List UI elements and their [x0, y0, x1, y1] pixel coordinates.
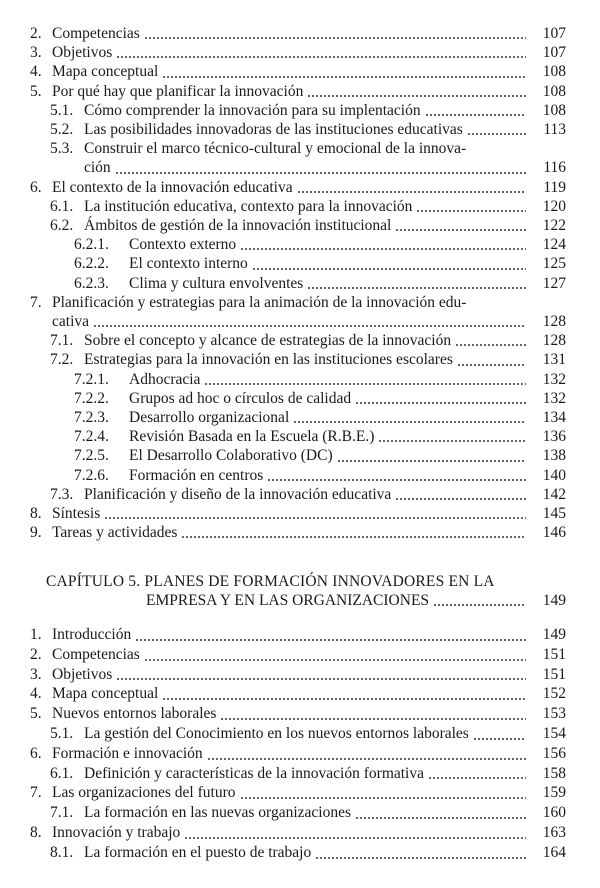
- entry-page: 107: [542, 44, 566, 62]
- toc-entry: [30, 466, 566, 485]
- entry-page: 124: [542, 236, 566, 254]
- entry-page: 132: [542, 370, 566, 388]
- entry-page: 127: [542, 274, 566, 292]
- entry-number: 7.2.5.: [74, 447, 109, 465]
- dot-leader: [428, 777, 526, 779]
- dot-leader: [293, 421, 526, 423]
- dot-leader: [252, 268, 526, 270]
- entry-number: 7.2.1.: [74, 370, 109, 388]
- dot-leader: [455, 344, 526, 346]
- toc-list-bottom: [30, 625, 566, 863]
- entry-page: 145: [542, 504, 566, 522]
- dot-leader: [467, 133, 526, 135]
- dot-leader: [425, 114, 526, 116]
- dot-leader: [395, 498, 526, 500]
- entry-title: Construir el marco técnico-cultural y emocional de la innova-: [84, 140, 467, 158]
- entry-title: Por qué hay que planificar la innovación: [52, 82, 304, 100]
- entry-page: 113: [543, 120, 566, 138]
- entry-page: 154: [542, 724, 566, 742]
- chapter-page: 149: [542, 592, 566, 609]
- entry-page: 146: [542, 524, 566, 542]
- toc-entry: [30, 843, 566, 863]
- entry-page: 151: [542, 645, 566, 663]
- dot-leader: [355, 402, 526, 404]
- entry-title: Síntesis: [52, 504, 101, 522]
- dot-leader: [307, 287, 526, 289]
- entry-title: La formación en el puesto de trabajo: [84, 843, 312, 861]
- entry-title: Estrategias para la innovación en las instituciones escolares: [84, 351, 453, 369]
- toc-entry: [30, 764, 566, 784]
- dot-leader: [416, 210, 526, 212]
- dot-leader: [337, 460, 526, 462]
- toc-entry: [30, 446, 566, 465]
- entry-page: 151: [542, 665, 566, 683]
- toc-entry: [30, 293, 566, 332]
- toc-entry: [30, 523, 566, 542]
- entry-page: 128: [542, 332, 566, 350]
- entry-number: 4.: [30, 685, 42, 703]
- entry-page: 159: [542, 784, 566, 802]
- entry-number: 5.2.: [50, 120, 74, 138]
- entry-number: 7.2.6.: [74, 466, 109, 484]
- entry-page: 132: [542, 389, 566, 407]
- dot-leader: [267, 479, 526, 481]
- toc-entry: [30, 24, 566, 43]
- toc-entry: [30, 665, 566, 685]
- dot-leader: [433, 604, 526, 606]
- entry-title: Formación en centros: [129, 466, 264, 484]
- toc-entry: [30, 101, 566, 120]
- dot-leader: [115, 172, 526, 174]
- toc-entry: [30, 254, 566, 273]
- entry-page: 120: [542, 197, 566, 215]
- entry-number: 6.2.2.: [74, 255, 109, 273]
- dot-leader: [315, 857, 526, 859]
- toc-entry: [30, 485, 566, 504]
- dot-leader: [135, 639, 526, 641]
- entry-number: 7.3.: [50, 485, 74, 503]
- toc-entry: [30, 178, 566, 197]
- entry-page: 156: [542, 744, 566, 762]
- entry-number: 5.1.: [50, 101, 74, 119]
- entry-number: 8.1.: [50, 843, 74, 861]
- entry-page: 107: [542, 24, 566, 42]
- entry-page: 119: [543, 178, 566, 196]
- entry-number: 7.2.2.: [74, 389, 109, 407]
- entry-page: 128: [542, 313, 566, 331]
- dot-leader: [378, 440, 526, 442]
- toc-entry: [30, 82, 566, 101]
- entry-page: 153: [542, 705, 566, 723]
- entry-title-continued: cativa: [52, 313, 90, 331]
- entry-page: 158: [542, 764, 566, 782]
- toc-entry: [30, 408, 566, 427]
- dot-leader: [297, 191, 526, 193]
- entry-number: 3.: [30, 44, 42, 62]
- entry-number: 5.1.: [50, 724, 74, 742]
- entry-number: 6.1.: [50, 764, 74, 782]
- dot-leader: [240, 248, 526, 250]
- entry-title: Competencias: [52, 24, 140, 42]
- entry-title: Nuevos entornos laborales: [52, 705, 217, 723]
- entry-page: 152: [542, 685, 566, 703]
- entry-title: Tareas y actividades: [52, 524, 178, 542]
- toc-entry: [30, 62, 566, 81]
- chapter-title-line1: CAPÍTULO 5. PLANES DE FORMACIÓN INNOVADORES EN LA: [46, 573, 495, 590]
- toc-entry: [30, 331, 566, 350]
- toc-entry: [30, 43, 566, 62]
- entry-title: Adhocracia: [129, 370, 201, 388]
- entry-page: 164: [542, 843, 566, 861]
- entry-number: 7.2.4.: [74, 428, 109, 446]
- toc-entry: [30, 389, 566, 408]
- entry-page: 149: [542, 626, 566, 643]
- toc-list-top: [30, 24, 566, 542]
- entry-number: 3.: [30, 665, 42, 683]
- entry-number: 8.: [30, 504, 42, 522]
- entry-title: Competencias: [52, 645, 140, 663]
- entry-number: 5.3.: [50, 140, 74, 158]
- entry-page: 108: [542, 82, 566, 100]
- dot-leader: [116, 56, 526, 58]
- entry-title: El contexto interno: [129, 255, 248, 273]
- entry-page: 160: [542, 804, 566, 822]
- entry-title: Ámbitos de gestión de la innovación institucional: [84, 216, 392, 234]
- entry-number: 7.2.: [50, 351, 74, 369]
- toc-entry: [30, 625, 566, 645]
- entry-number: 7.: [30, 293, 42, 311]
- entry-number: 6.2.3.: [74, 274, 109, 292]
- entry-title: Definición y características de la innovación formativa: [84, 764, 424, 782]
- entry-title: Introducción: [52, 626, 132, 643]
- dot-leader: [104, 517, 526, 519]
- toc-entry: [30, 235, 566, 254]
- dot-leader: [207, 758, 526, 760]
- dot-leader: [162, 698, 526, 700]
- entry-title: Objetivos: [52, 665, 113, 683]
- entry-title: Planificación y estrategias para la animación de la innovación edu-: [52, 293, 467, 311]
- entry-number: 5.: [30, 82, 42, 100]
- entry-title-continued: ción: [84, 159, 111, 177]
- dot-leader: [457, 364, 526, 366]
- entry-title: La formación en las nuevas organizaciones: [84, 804, 351, 822]
- entry-number: 6.2.1.: [74, 236, 109, 254]
- entry-page: 108: [542, 101, 566, 119]
- entry-page: 108: [542, 63, 566, 81]
- dot-leader: [395, 229, 526, 231]
- dot-leader: [220, 718, 526, 720]
- chapter-title-line2: EMPRESA Y EN LAS ORGANIZACIONES: [146, 592, 430, 609]
- entry-number: 7.2.3.: [74, 408, 109, 426]
- toc-entry: [30, 274, 566, 293]
- toc-entry: [30, 120, 566, 139]
- entry-number: 6.2.: [50, 216, 74, 234]
- toc-entry: [30, 645, 566, 665]
- entry-title: Las organizaciones del futuro: [52, 784, 236, 802]
- entry-title: La institución educativa, contexto para la innovación: [84, 197, 413, 215]
- entry-title: El Desarrollo Colaborativo (DC): [129, 447, 333, 465]
- toc-entry: [30, 823, 566, 843]
- dot-leader: [240, 797, 527, 799]
- entry-page: 131: [542, 351, 566, 369]
- dot-leader: [355, 817, 526, 819]
- entry-number: 5.: [30, 705, 42, 723]
- entry-number: 2.: [30, 24, 42, 42]
- chapter-heading: [46, 572, 566, 610]
- entry-title: Planificación y diseño de la innovación educativa: [84, 485, 392, 503]
- entry-page: 142: [542, 485, 566, 503]
- entry-page: 138: [542, 447, 566, 465]
- entry-page: 122: [542, 216, 566, 234]
- entry-page: 134: [542, 408, 566, 426]
- dot-leader: [116, 678, 526, 680]
- entry-title: Contexto externo: [129, 236, 237, 254]
- toc-entry: [30, 803, 566, 823]
- entry-number: 7.: [30, 784, 42, 802]
- toc-entry: [30, 504, 566, 523]
- dot-leader: [204, 383, 526, 385]
- dot-leader: [307, 95, 526, 97]
- entry-title: La gestión del Conocimiento en los nuevos entornos laborales: [84, 724, 469, 742]
- entry-title: Sobre el concepto y alcance de estrategias de la innovación: [84, 332, 452, 350]
- toc-entry: [30, 216, 566, 235]
- entry-page: 136: [542, 428, 566, 446]
- entry-title: Mapa conceptual: [52, 63, 159, 81]
- entry-title: Las posibilidades innovadoras de las instituciones educativas: [84, 120, 463, 138]
- dot-leader: [181, 536, 526, 538]
- toc-entry: [30, 744, 566, 764]
- entry-title: Desarrollo organizacional: [129, 408, 290, 426]
- entry-title: Revisión Basada en la Escuela (R.B.E.): [129, 428, 375, 446]
- entry-page: 140: [542, 466, 566, 484]
- toc-entry: [30, 197, 566, 216]
- entry-number: 4.: [30, 63, 42, 81]
- toc-entry: [30, 783, 566, 803]
- dot-leader: [473, 738, 526, 740]
- dot-leader: [144, 37, 526, 39]
- entry-number: 8.: [30, 823, 42, 841]
- toc-entry: [30, 704, 566, 724]
- entry-number: 6.1.: [50, 197, 74, 215]
- entry-title: Clima y cultura envolventes: [129, 274, 304, 292]
- entry-number: 2.: [30, 645, 42, 663]
- dot-leader: [184, 837, 526, 839]
- entry-title: Grupos ad hoc o círculos de calidad: [129, 389, 352, 407]
- entry-title: Mapa conceptual: [52, 685, 159, 703]
- entry-page: 125: [542, 255, 566, 273]
- entry-number: 7.1.: [50, 804, 74, 822]
- entry-number: 9.: [30, 524, 42, 542]
- entry-page: 116: [543, 159, 566, 177]
- toc-entry: [30, 724, 566, 744]
- entry-title: Cómo comprender la innovación para su implentación: [84, 101, 421, 119]
- toc-entry: [30, 427, 566, 446]
- entry-number: 6.: [30, 744, 42, 762]
- toc-entry: [30, 350, 566, 369]
- entry-title: Innovación y trabajo: [52, 823, 181, 841]
- dot-leader: [93, 325, 526, 327]
- entry-title: Objetivos: [52, 44, 113, 62]
- toc-entry: [30, 370, 566, 389]
- toc-entry: [30, 684, 566, 704]
- entry-page: 163: [542, 823, 566, 841]
- entry-number: 7.1.: [50, 332, 74, 350]
- toc-entry: [30, 139, 566, 178]
- entry-number: 6.: [30, 178, 42, 196]
- dot-leader: [162, 76, 526, 78]
- entry-title: Formación e innovación: [52, 744, 203, 762]
- entry-number: 1.: [30, 626, 42, 643]
- dot-leader: [144, 659, 526, 661]
- entry-title: El contexto de la innovación educativa: [52, 178, 293, 196]
